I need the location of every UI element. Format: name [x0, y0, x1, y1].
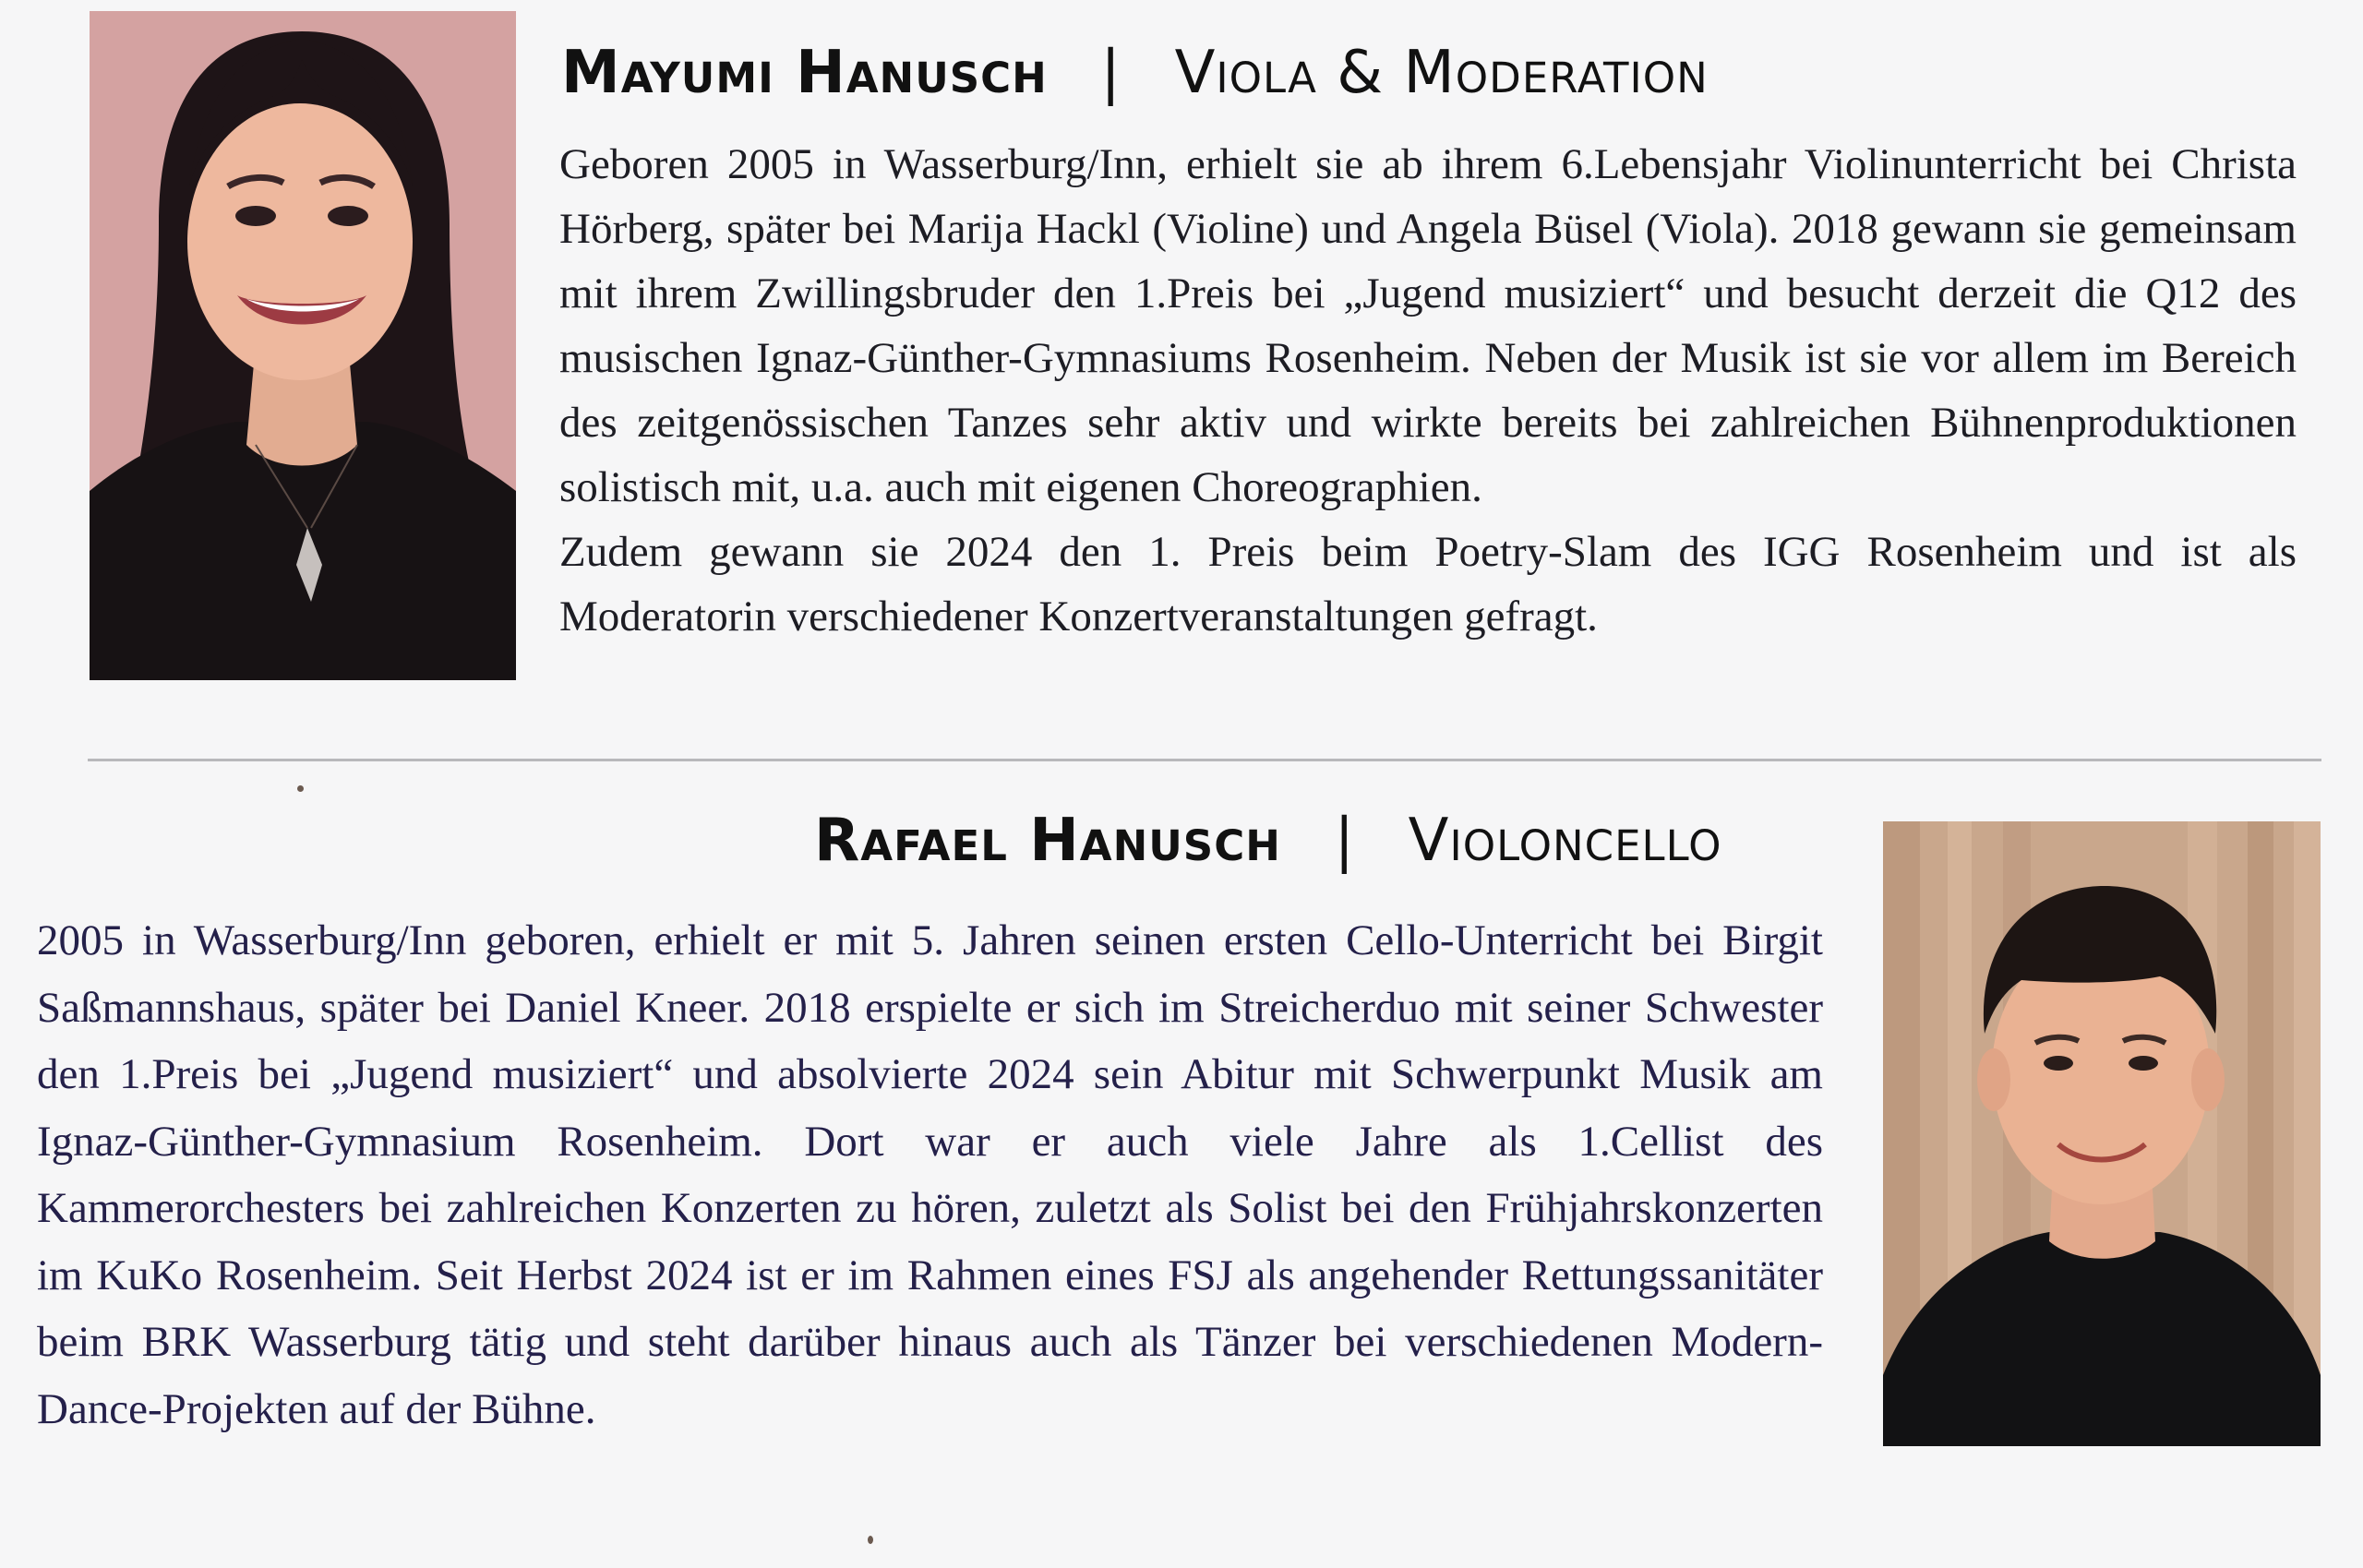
rafael-bio-paragraph-1: 2005 in Wasserburg/Inn geboren, erhielt er mit 5. Jahren seinen ersten Cello-Unterricht bei Birgit Saßmannshaus, später bei Daniel Kneer. 2018 erspielte er sich im Streicherduo mit seiner Schwester den 1.Preis bei „Jugend musiziert“ und absolvierte 2024 sein Abitur mit Schwerpunkt Musik am Ignaz-Günther-Gymnasium Rosenheim. Dort war er auch viele Jahre als 1.Cellist des Kammerorchesters bei zahlreichen Konzerten zu hören, zuletzt als Solist bei den Frühjahrskonzerten im KuKo Rosenheim. Seit Herbst 2024 ist er im Rahmen eines FSJ als angehender Rettungssanitäter beim BRK Wasserburg tätig und steht darüber hinaus auch als Tänzer bei verschiedenen Modern-Dance-Projekten auf der Bühne.	[37, 916, 1823, 1433]
rafael-name: Rafael Hanusch	[814, 807, 1281, 875]
mayumi-portrait-photo	[90, 11, 516, 680]
mayumi-bio-paragraph-2: Zudem gewann sie 2024 den 1. Preis beim Poetry-Slam des IGG Rosenheim und ist als Moderatorin verschiedener Konzertveranstaltungen gefragt.	[559, 528, 2297, 640]
section-divider	[88, 759, 2321, 761]
rafael-bio	[37, 907, 1823, 1442]
rafael-role: Violoncello	[1408, 807, 1722, 875]
mayumi-name: Mayumi Hanusch	[561, 39, 1048, 107]
mayumi-bio	[559, 132, 2297, 649]
mayumi-heading	[561, 39, 1709, 107]
rafael-heading	[814, 807, 1722, 875]
heading-separator: |	[1334, 807, 1356, 875]
rafael-portrait-photo	[1883, 821, 2321, 1446]
paper-speck	[297, 785, 304, 792]
mayumi-bio-paragraph-1: Geboren 2005 in Wasserburg/Inn, erhielt sie ab ihrem 6.Lebensjahr Violinunterricht bei Christa Hörberg, später bei Marija Hackl (Violine) und Angela Büsel (Viola). 2018 gewann sie gemeinsam mit ihrem Zwillingsbruder den 1.Preis bei „Jugend musiziert“ und besucht derzeit die Q12 des musischen Ignaz-Günther-Gymnasiums Rosenheim. Neben der Musik ist sie vor allem im Bereich des zeitgenössischen Tanzes sehr aktiv und wirkte bereits bei zahlreichen Bühnenproduktionen solistisch mit, u.a. auch mit eigenen Choreographien.	[559, 140, 2297, 511]
heading-separator: |	[1100, 39, 1122, 107]
paper-speck	[868, 1536, 873, 1544]
mayumi-role: Viola & Moderation	[1174, 39, 1709, 107]
